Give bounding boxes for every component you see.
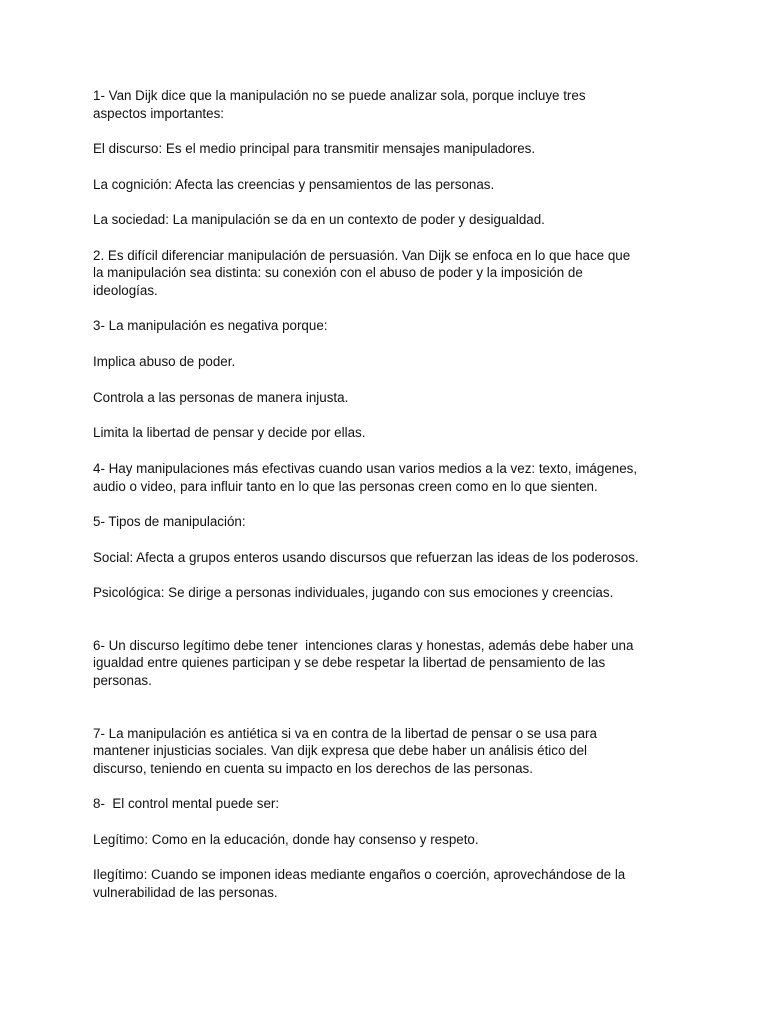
paragraph-line: vulnerabilidad de las personas. xyxy=(93,884,278,900)
paragraph-line: discurso, teniendo en cuenta su impacto en los derechos de las personas. xyxy=(93,760,533,776)
paragraph-line: igualdad entre quienes participan y se debe respetar la libertad de pensamiento de las xyxy=(93,655,606,671)
paragraph-line: Legítimo: Como en la educación, donde hay consenso y respeto. xyxy=(93,831,479,847)
paragraph-line: mantener injusticias sociales. Van dijk expresa que debe haber un análisis ético del xyxy=(93,743,588,759)
paragraph-line: la manipulación sea distinta: su conexión con el abuso de poder y la imposición de xyxy=(93,265,583,281)
paragraph-line: 8- El control mental puede ser: xyxy=(93,795,280,811)
paragraph-8 xyxy=(93,389,683,407)
paragraph-15 xyxy=(93,725,683,778)
paragraph-line: audio o video, para influir tanto en lo que las personas creen como en lo que sienten. xyxy=(93,478,598,494)
paragraph-line: 3- La manipulación es negativa porque: xyxy=(93,318,328,334)
paragraph-3 xyxy=(93,176,683,194)
paragraph-9 xyxy=(93,424,683,442)
paragraph-18 xyxy=(93,866,683,901)
paragraph-line: El discurso: Es el medio principal para transmitir mensajes manipuladores. xyxy=(93,140,536,156)
paragraph-line: 5- Tipos de manipulación: xyxy=(93,513,246,529)
paragraph-13 xyxy=(93,584,683,602)
paragraph-line: La cognición: Afecta las creencias y pensamientos de las personas. xyxy=(93,176,495,192)
paragraph-17 xyxy=(93,831,683,849)
paragraph-line: 1- Van Dijk dice que la manipulación no se puede analizar sola, porque incluye tres xyxy=(93,88,586,103)
paragraph-line: Limita la libertad de pensar y decide por ellas. xyxy=(93,425,366,441)
paragraph-line: Social: Afecta a grupos enteros usando discursos que refuerzan las ideas de los poderosos. xyxy=(93,549,639,565)
paragraph-5 xyxy=(93,247,683,300)
paragraph-line: Implica abuso de poder. xyxy=(93,354,236,370)
document-body xyxy=(93,87,683,901)
paragraph-14 xyxy=(93,637,683,690)
paragraph-1 xyxy=(93,87,683,122)
paragraph-16 xyxy=(93,795,683,813)
paragraph-7 xyxy=(93,353,683,371)
paragraph-2 xyxy=(93,140,683,158)
paragraph-line: ideologías. xyxy=(93,282,158,298)
paragraph-4 xyxy=(93,211,683,229)
paragraph-line: La sociedad: La manipulación se da en un contexto de poder y desigualdad. xyxy=(93,211,545,227)
paragraph-line: 7- La manipulación es antiética si va en contra de la libertad de pensar o se usa para xyxy=(93,725,597,741)
paragraph-12 xyxy=(93,549,683,567)
paragraph-line: 4- Hay manipulaciones más efectivas cuando usan varios medios a la vez: texto, imágenes, xyxy=(93,461,638,477)
paragraph-line: personas. xyxy=(93,672,152,688)
paragraph-line: Controla a las personas de manera injusta. xyxy=(93,390,349,406)
paragraph-line: Ilegítimo: Cuando se imponen ideas mediante engaños o coerción, aprovechándose de la xyxy=(93,867,626,883)
paragraph-line: aspectos importantes: xyxy=(93,105,224,121)
paragraph-line: Psicológica: Se dirige a personas individuales, jugando con sus emociones y creencias. xyxy=(93,584,614,600)
paragraph-line: 2. Es difícil diferenciar manipulación de persuasión. Van Dijk se enfoca en lo que hace que xyxy=(93,247,631,263)
paragraph-11 xyxy=(93,513,683,531)
paragraph-line: 6- Un discurso legítimo debe tener intenciones claras y honestas, además debe haber una xyxy=(93,637,634,653)
paragraph-10 xyxy=(93,460,683,495)
paragraph-6 xyxy=(93,317,683,335)
